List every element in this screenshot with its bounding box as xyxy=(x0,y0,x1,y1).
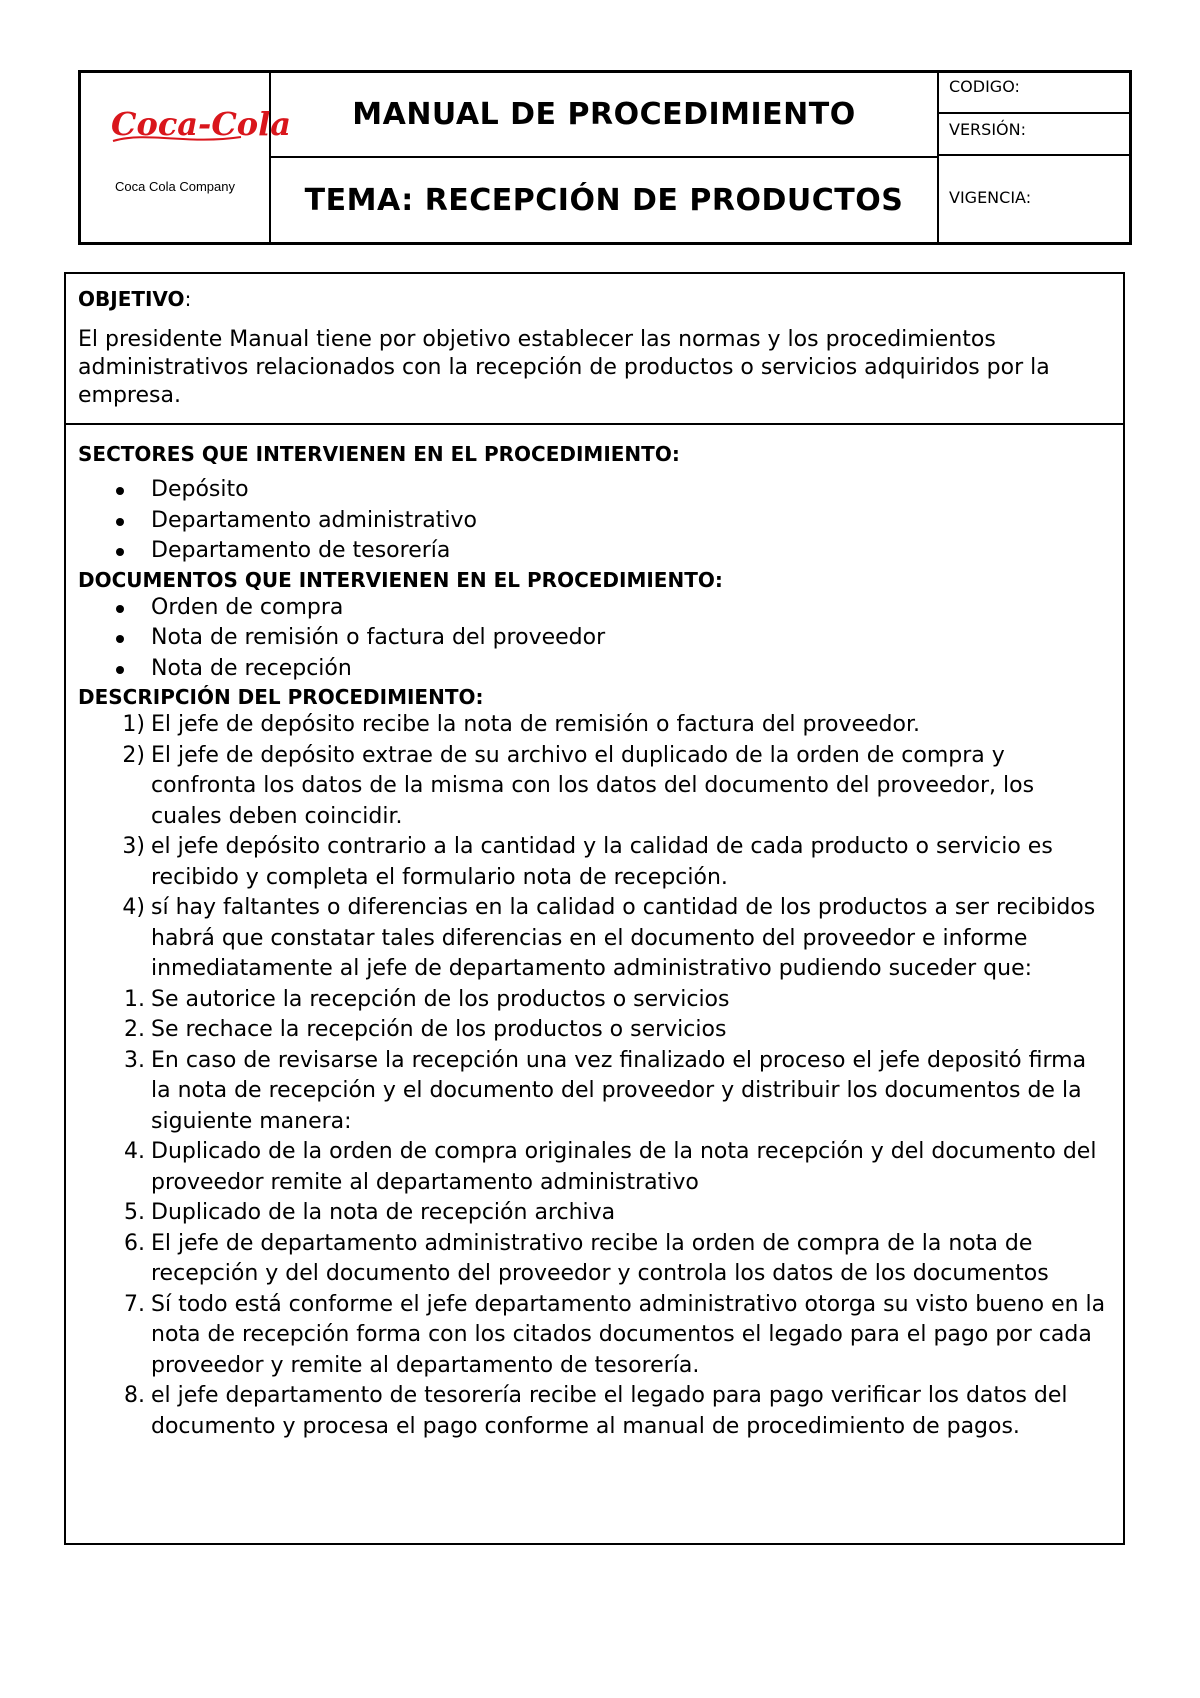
step-item: 4) sí hay faltantes o diferencias en la calidad o cantidad de los productos a ser recibidos habrá que constatar tales diferencias en el documento del proveedor e informe inmediatamente al jefe de departamento administrativo pudiendo suceder que: xyxy=(122,895,1096,981)
logo-text: Coca-Cola xyxy=(111,105,292,143)
substep-item: 2. Se rechace la recepción de los productos o servicios xyxy=(124,1017,727,1042)
document-header xyxy=(78,70,1132,245)
objetivo-text: El presidente Manual tiene por objetivo establecer las normas y los procedimientos administrativos relacionados con la recepción de productos o servicios adquiridos por la empresa. xyxy=(78,327,1050,408)
document-meta xyxy=(937,73,1131,242)
documentos-heading: DOCUMENTOS QUE INTERVIENEN EN EL PROCEDIMIENTO: xyxy=(78,567,723,592)
list-item: Departamento administrativo xyxy=(78,506,1111,537)
list-item: Nota de remisión o factura del proveedor xyxy=(78,623,1111,654)
procedure-body xyxy=(64,272,1125,1545)
procedure-details xyxy=(66,425,1123,1442)
coca-cola-logo xyxy=(107,101,292,151)
substep-item: 1. Se autorice la recepción de los productos o servicios xyxy=(124,986,730,1012)
tema-title: TEMA: RECEPCIÓN DE PRODUCTOS xyxy=(304,182,904,218)
documentos-list xyxy=(78,593,1111,685)
list-item: Departamento de tesorería xyxy=(78,536,1111,567)
bullet-icon xyxy=(116,666,124,674)
substep-item: 3. En caso de revisarse la recepción una vez finalizado el proceso el jefe depositó firma la nota de recepción y el documento del proveedor y distribuir los documentos de la siguiente manera: xyxy=(124,1047,1087,1134)
descripcion-heading: DESCRIPCIÓN DEL PROCEDIMIENTO: xyxy=(78,685,484,709)
manual-title: MANUAL DE PROCEDIMIENTO xyxy=(271,73,937,158)
version-label: VERSIÓN: xyxy=(939,114,1131,156)
list-item: Nota de recepción xyxy=(78,654,1111,685)
list-item: Depósito xyxy=(78,475,1111,506)
vigencia-label: VIGENCIA: xyxy=(949,188,1032,207)
list-item: Orden de compra xyxy=(78,593,1111,624)
substep-item: 7. Sí todo está conforme el jefe departamento administrativo otorga su visto bueno en la nota de recepción forma con los citados documentos el legado para el pago por cada proveedor y remite al departamento de tesorería. xyxy=(124,1291,1106,1378)
substep-item: 6. El jefe de departamento administrativo recibe la orden de compra de la nota de recepción y del documento del proveedor y controla los datos de los documentos xyxy=(124,1230,1049,1286)
objetivo-heading: OBJETIVO: xyxy=(78,287,192,311)
steps-list xyxy=(78,710,1111,985)
sectores-heading: SECTORES QUE INTERVIENEN EN EL PROCEDIMIENTO: xyxy=(78,442,680,466)
substep-item: 5. Duplicado de la nota de recepción archiva xyxy=(124,1200,616,1225)
bullet-icon xyxy=(116,518,124,526)
substeps-list xyxy=(78,985,1111,1443)
step-item: 3) el jefe depósito contrario a la cantidad y la calidad de cada producto o servicio es recibido y completa el formulario nota de recepción. xyxy=(122,834,1053,890)
logo-cell xyxy=(81,73,292,242)
substep-item: 4. Duplicado de la orden de compra originales de la nota recepción y del documento del proveedor remite al departamento administrativo xyxy=(124,1139,1097,1195)
bullet-icon xyxy=(116,487,124,495)
bullet-icon xyxy=(116,635,124,643)
bullet-icon xyxy=(116,605,124,613)
step-item: 2) El jefe de depósito extrae de su archivo el duplicado de la orden de compra y confronta los datos de la misma con los datos del documento del proveedor, los cuales deben coincidir. xyxy=(122,742,1035,829)
bullet-icon xyxy=(116,548,124,556)
objetivo-section xyxy=(66,274,1123,425)
company-name: Coca Cola Company xyxy=(115,179,235,194)
step-item: 1) El jefe de depósito recibe la nota de remisión o factura del proveedor. xyxy=(122,712,920,737)
codigo-label: CODIGO: xyxy=(939,73,1131,114)
sectores-list xyxy=(78,475,1111,567)
substep-item: 8. el jefe departamento de tesorería recibe el legado para pago verificar los datos del documento y procesa el pago conforme al manual de procedimiento de pagos. xyxy=(124,1383,1068,1439)
